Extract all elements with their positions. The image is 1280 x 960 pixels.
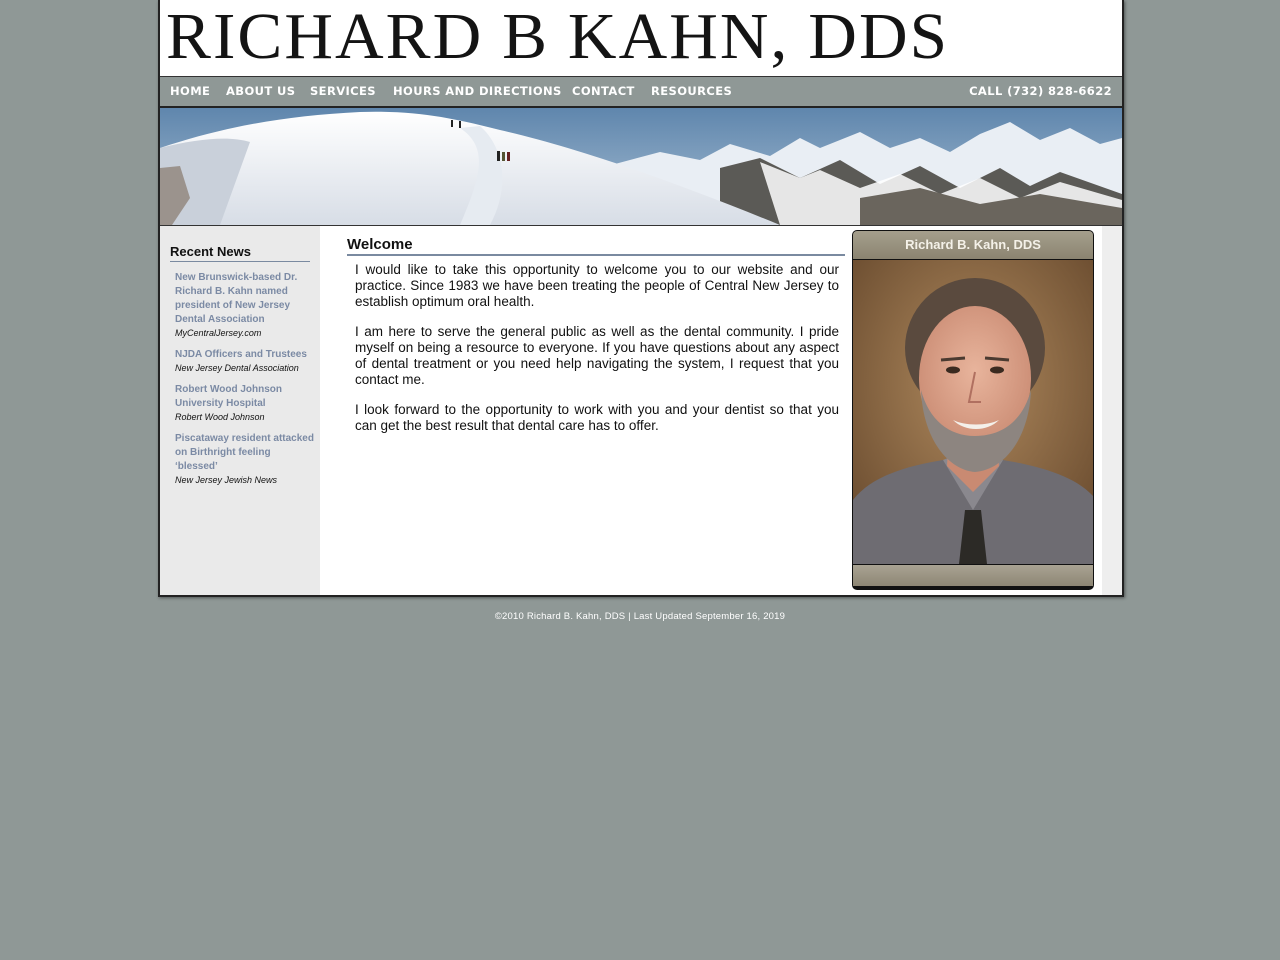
main-navigation [160,77,1122,108]
nav-home-link[interactable]: HOME [170,84,211,98]
recent-news-heading: Recent News [170,244,310,262]
news-list [175,271,315,495]
news-link[interactable]: Robert Wood Johnson University Hospital [175,384,283,409]
news-source: MyCentralJersey.com [175,328,262,338]
mountain-snow-banner-icon [160,108,1122,226]
news-source: New Jersey Dental Association [175,363,299,373]
nav-hours-link[interactable]: HOURS AND DIRECTIONS [393,84,562,98]
news-link[interactable]: NJDA Officers and Trustees [175,349,307,360]
welcome-text [355,262,839,434]
phone-number[interactable]: CALL (732) 828-6622 [969,84,1112,98]
news-link[interactable]: New Brunswick-based Dr. Richard B. Kahn named president of New Jersey Dental Association [175,272,298,325]
page-container [158,0,1124,597]
profile-card [852,230,1094,590]
list-item [175,271,315,339]
paragraph: I look forward to the opportunity to work with you and your dentist so that you can get the best result that dental care has to offer. [355,402,839,433]
news-source: Robert Wood Johnson [175,412,265,422]
recent-news-sidebar [160,226,320,595]
news-link[interactable]: Piscataway resident attacked on Birthright feeling ‘blessed’ [175,433,314,472]
nav-resources-link[interactable]: RESOURCES [651,84,733,98]
list-item [175,348,315,374]
nav-about-link[interactable]: ABOUT US [226,84,296,98]
right-margin-strip [1102,226,1122,595]
nav-services-link[interactable]: SERVICES [310,84,376,98]
site-logo[interactable]: RICHARD B KAHN, DDS [166,0,950,73]
nav-contact-link[interactable]: CONTACT [572,84,635,98]
profile-card-footer [853,565,1093,586]
paragraph: I am here to serve the general public as well as the dental community. I pride myself on being a resource to everyone. If you have questions about any aspect of dental treatment or you need help navigating the system, I request that you contact me. [355,324,839,387]
paragraph: I would like to take this opportunity to welcome you to our website and our practice. Since 1983 we have been treating the people of Central New Jersey to establish optimum oral health. [355,262,839,309]
list-item [175,383,315,423]
news-source: New Jersey Jewish News [175,475,278,485]
portrait-photo-icon [853,260,1093,564]
profile-caption: Richard B. Kahn, DDS [853,231,1093,259]
page-title: Welcome [347,236,845,256]
site-header [160,0,1122,77]
copyright-footer: ©2010 Richard B. Kahn, DDS | Last Updated September 16, 2019 [494,611,786,622]
main-content [347,226,847,448]
list-item [175,432,315,486]
